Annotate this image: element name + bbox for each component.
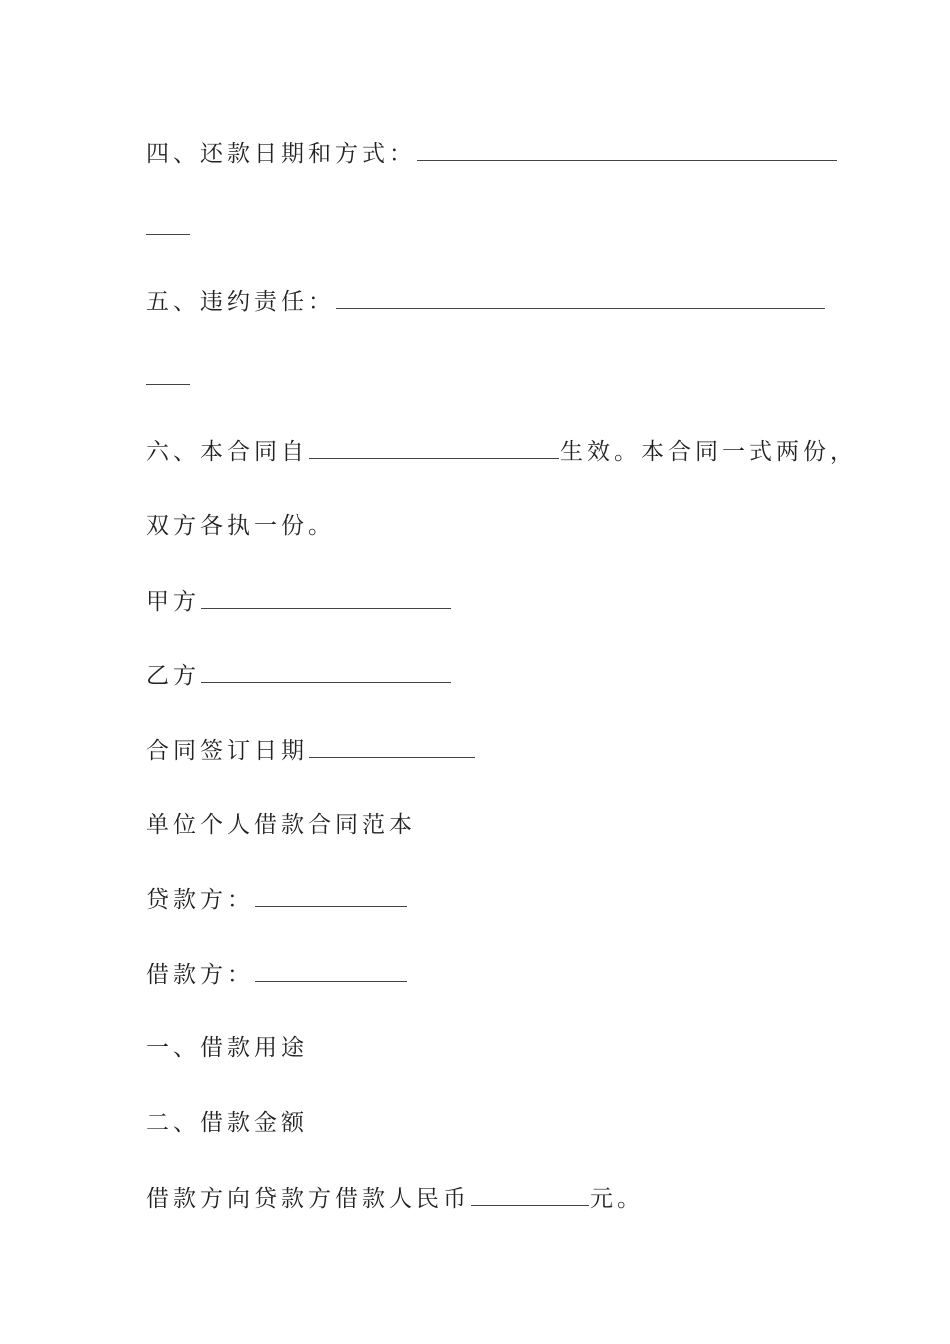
repayment-blank-cont[interactable] <box>146 212 190 235</box>
clause-4-repayment <box>146 138 838 169</box>
clause-4-label: 四、还款日期和方式： <box>146 141 416 167</box>
effective-date-blank[interactable] <box>309 436 559 459</box>
party-a-label: 甲方 <box>146 589 200 615</box>
contract-title <box>146 810 416 840</box>
lender-blank[interactable] <box>255 884 407 907</box>
loan-amount-blank[interactable] <box>471 1183 589 1206</box>
section-2-text: 二、借款金额 <box>146 1110 308 1136</box>
loan-amount-label-b: 元。 <box>590 1186 644 1212</box>
clause-6-label-a: 六、本合同自 <box>146 439 308 465</box>
loan-amount-label-a: 借款方向贷款方借款人民币 <box>146 1186 470 1212</box>
clause-6-label-b: 生效。本合同一式两份， <box>560 439 857 465</box>
section-1-text: 一、借款用途 <box>146 1035 308 1061</box>
borrower-blank[interactable] <box>255 959 407 982</box>
borrower-label: 借款方： <box>146 962 254 988</box>
repayment-blank[interactable] <box>417 138 837 161</box>
lender-label: 贷款方： <box>146 887 254 913</box>
signing-date-line <box>146 735 476 766</box>
party-b-line <box>146 660 452 691</box>
party-b-blank[interactable] <box>201 660 451 683</box>
breach-blank[interactable] <box>336 286 825 309</box>
clause-4-continuation <box>146 212 191 243</box>
contract-title-text: 单位个人借款合同范本 <box>146 812 416 838</box>
clause-6-continuation <box>146 511 335 541</box>
clause-5-continuation <box>146 362 191 393</box>
clause-5-breach <box>146 286 826 317</box>
breach-blank-cont[interactable] <box>146 362 190 385</box>
party-b-label: 乙方 <box>146 663 200 689</box>
lender-line <box>146 884 408 915</box>
clause-5-label: 五、违约责任： <box>146 289 335 315</box>
party-a-blank[interactable] <box>201 586 451 609</box>
signing-date-blank[interactable] <box>309 735 475 758</box>
clause-6-label-c: 双方各执一份。 <box>146 513 335 539</box>
clause-6-effective <box>146 436 857 467</box>
party-a-line <box>146 586 452 617</box>
borrower-line <box>146 959 408 990</box>
signing-date-label: 合同签订日期 <box>146 738 308 764</box>
section-1-heading <box>146 1033 308 1063</box>
section-2-heading <box>146 1108 308 1138</box>
loan-amount-line <box>146 1183 644 1214</box>
